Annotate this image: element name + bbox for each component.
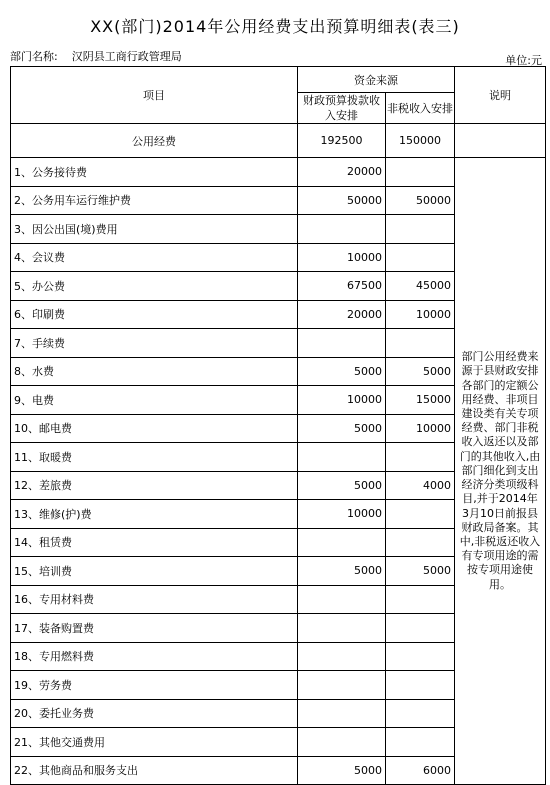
header-item: 项目 [11,67,298,124]
header-nontax: 非税收入安排 [386,93,455,124]
row-label: 22、其他商品和服务支出 [11,756,298,785]
row-label: 12、差旅费 [11,471,298,500]
row-fiscal: 5000 [298,414,386,443]
total-note [455,124,546,158]
total-label: 公用经费 [11,124,298,158]
header-row-1 [11,67,546,93]
row-fiscal: 10000 [298,386,386,415]
row-fiscal: 10000 [298,243,386,272]
row-nontax: 5000 [386,357,455,386]
total-nontax: 150000 [386,124,455,158]
row-label: 18、专用燃料费 [11,642,298,671]
row-label: 9、电费 [11,386,298,415]
row-fiscal: 20000 [298,158,386,187]
row-nontax [386,699,455,728]
row-label: 19、劳务费 [11,671,298,700]
row-fiscal [298,642,386,671]
row-label: 14、租赁费 [11,528,298,557]
row-label: 7、手续费 [11,329,298,358]
row-nontax: 4000 [386,471,455,500]
row-label: 2、公务用车运行维护费 [11,186,298,215]
header-note: 说明 [455,67,546,124]
row-fiscal [298,699,386,728]
row-label: 21、其他交通费用 [11,728,298,757]
row-label: 17、装备购置费 [11,614,298,643]
row-fiscal [298,528,386,557]
row-fiscal: 50000 [298,186,386,215]
unit-label: 单位:元 [505,54,542,67]
row-nontax: 6000 [386,756,455,785]
row-nontax [386,443,455,472]
row-fiscal: 5000 [298,756,386,785]
total-fiscal: 192500 [298,124,386,158]
row-nontax [386,585,455,614]
row-fiscal: 10000 [298,500,386,529]
row-fiscal: 20000 [298,300,386,329]
row-fiscal [298,585,386,614]
budget-table [10,66,546,785]
row-label: 15、培训费 [11,557,298,586]
row-fiscal [298,215,386,244]
row-nontax: 5000 [386,557,455,586]
row-label: 13、维修(护)费 [11,500,298,529]
header-funding-source: 资金来源 [298,67,455,93]
row-label: 20、委托业务费 [11,699,298,728]
row-fiscal [298,329,386,358]
row-label: 4、会议费 [11,243,298,272]
row-fiscal: 5000 [298,357,386,386]
row-nontax [386,614,455,643]
row-nontax: 45000 [386,272,455,301]
row-nontax [386,642,455,671]
row-nontax: 10000 [386,300,455,329]
row-nontax: 50000 [386,186,455,215]
row-fiscal [298,671,386,700]
row-nontax [386,158,455,187]
row-fiscal [298,443,386,472]
department-label: 部门名称: [10,50,58,63]
row-nontax [386,500,455,529]
row-nontax [386,329,455,358]
row-fiscal [298,728,386,757]
row-nontax [386,528,455,557]
row-fiscal: 5000 [298,557,386,586]
header-fiscal: 财政预算拨款收入安排 [298,93,386,124]
row-label: 8、水费 [11,357,298,386]
row-label: 3、因公出国(境)费用 [11,215,298,244]
row-nontax [386,243,455,272]
table-row [11,158,546,187]
row-label: 6、印刷费 [11,300,298,329]
row-label: 11、取暖费 [11,443,298,472]
row-fiscal: 67500 [298,272,386,301]
row-label: 10、邮电费 [11,414,298,443]
row-label: 16、专用材料费 [11,585,298,614]
row-nontax [386,215,455,244]
department-name: 汉阴县工商行政管理局 [71,50,182,63]
row-nontax [386,728,455,757]
table-title: XX(部门)2014年公用经费支出预算明细表(表三) [90,17,460,36]
row-nontax: 10000 [386,414,455,443]
department-line [10,48,182,64]
row-label: 1、公务接待费 [11,158,298,187]
row-nontax: 15000 [386,386,455,415]
row-label: 5、办公费 [11,272,298,301]
note-text: 部门公用经费来源于县财政安排各部门的定额公用经费、非项目建设类有关专项经费、部门非税收入返还以及部门的其他收入,由部门细化到支出经济分类项级科目,并于2014年3月10日前报县财政局备案。其中,非税返还收入有专项用途的需按专项用途使用。 [455,158,546,785]
row-nontax [386,671,455,700]
total-row [11,124,546,158]
row-fiscal: 5000 [298,471,386,500]
row-fiscal [298,614,386,643]
